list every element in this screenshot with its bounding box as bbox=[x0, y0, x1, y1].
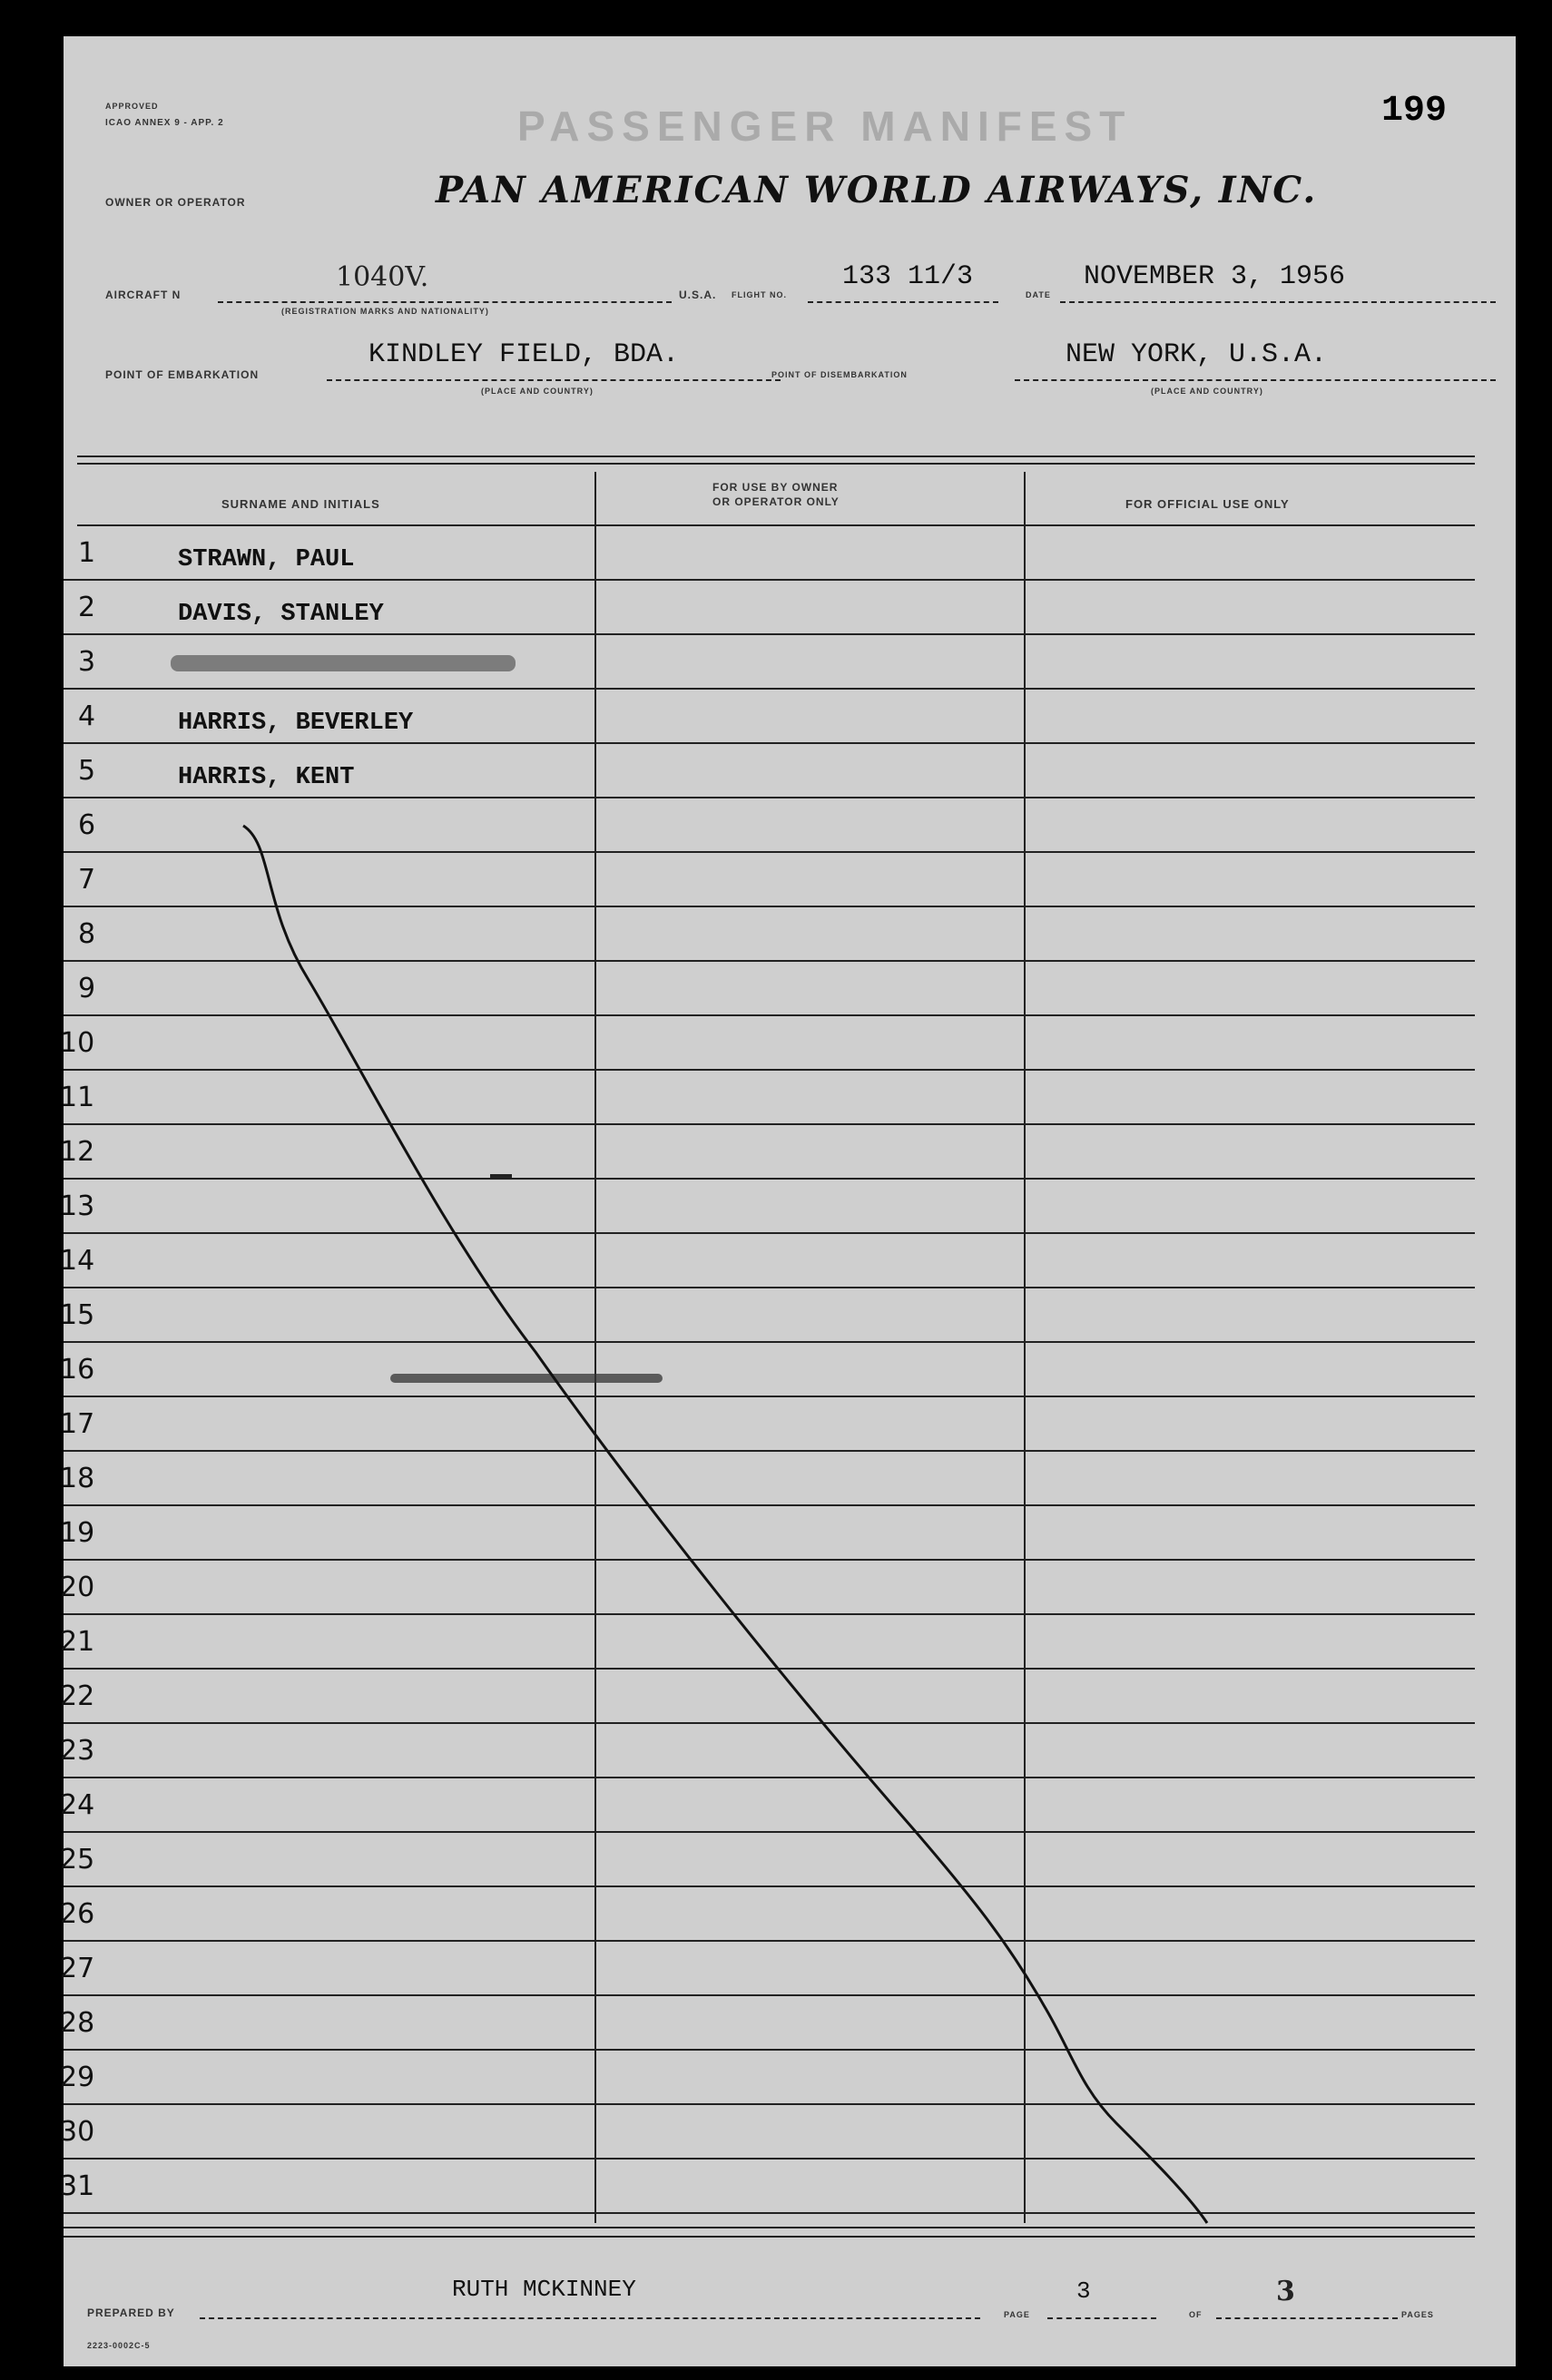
row-number: 30 bbox=[60, 2116, 95, 2148]
passenger-name: HARRIS, KENT bbox=[178, 764, 355, 791]
col-header-surname: SURNAME AND INITIALS bbox=[221, 497, 380, 511]
flight-label: FLIGHT NO. bbox=[732, 290, 787, 299]
disembark-caption: (PLACE AND COUNTRY) bbox=[1151, 387, 1263, 396]
disembark-label: POINT OF DISEMBARKATION bbox=[771, 370, 908, 379]
usa-label: U.S.A. bbox=[679, 289, 717, 301]
aircraft-value: 1040V. bbox=[336, 261, 429, 293]
date-label: DATE bbox=[1026, 290, 1051, 299]
col-header-official: FOR OFFICIAL USE ONLY bbox=[1125, 497, 1290, 511]
approval-line-1: APPROVED bbox=[105, 102, 159, 111]
row-number: 8 bbox=[78, 918, 96, 950]
passenger-name: STRAWN, PAUL bbox=[178, 546, 355, 573]
row-number: 13 bbox=[60, 1190, 95, 1222]
row-number: 14 bbox=[60, 1245, 95, 1277]
row-number: 23 bbox=[60, 1735, 95, 1767]
aircraft-caption: (REGISTRATION MARKS AND NATIONALITY) bbox=[281, 307, 489, 316]
row-number: 11 bbox=[60, 1082, 95, 1113]
row-number: 16 bbox=[60, 1354, 95, 1386]
of-label: OF bbox=[1189, 2310, 1203, 2319]
col-header-owner-line1: FOR USE BY OWNER bbox=[712, 481, 839, 494]
row-number: 28 bbox=[60, 2007, 95, 2039]
disembark-value: NEW YORK, U.S.A. bbox=[1066, 339, 1328, 370]
page-stamp-number: 199 bbox=[1381, 91, 1448, 132]
passenger-name: HARRIS, BEVERLEY bbox=[178, 710, 414, 737]
row-number: 9 bbox=[78, 973, 96, 1004]
flight-date: NOVEMBER 3, 1956 bbox=[1084, 261, 1346, 292]
row-number: 1 bbox=[78, 537, 96, 569]
total-pages: 3 bbox=[1276, 2276, 1295, 2307]
manifest-paper bbox=[60, 36, 1516, 2366]
row-number: 3 bbox=[78, 646, 96, 678]
row-number: 17 bbox=[60, 1408, 95, 1440]
void-cancellation-line bbox=[64, 36, 1516, 2366]
aircraft-label: AIRCRAFT N bbox=[105, 289, 182, 301]
page-number: 3 bbox=[1076, 2277, 1091, 2305]
row-number: 5 bbox=[78, 755, 96, 787]
row-number: 27 bbox=[60, 1953, 95, 1984]
row-number: 31 bbox=[60, 2170, 95, 2202]
row-number: 18 bbox=[60, 1463, 95, 1494]
row-number: 15 bbox=[60, 1299, 95, 1331]
owner-label: OWNER OR OPERATOR bbox=[105, 196, 246, 209]
row-number: 24 bbox=[60, 1789, 95, 1821]
row-number: 21 bbox=[60, 1626, 95, 1658]
row-number: 20 bbox=[60, 1572, 95, 1603]
prepared-by-value: RUTH MCKINNEY bbox=[452, 2276, 636, 2303]
col-header-owner-line2: OR OPERATOR ONLY bbox=[712, 495, 840, 508]
row-number: 12 bbox=[60, 1136, 95, 1168]
pages-label: PAGES bbox=[1401, 2310, 1434, 2319]
row-number: 29 bbox=[60, 2062, 95, 2093]
flight-number: 133 11/3 bbox=[842, 261, 974, 292]
row-number: 25 bbox=[60, 1844, 95, 1876]
page-label: PAGE bbox=[1004, 2310, 1030, 2319]
embark-caption: (PLACE AND COUNTRY) bbox=[481, 387, 594, 396]
owner-value: PAN AMERICAN WORLD AIRWAYS, INC. bbox=[436, 169, 1318, 211]
approval-line-2: ICAO ANNEX 9 - APP. 2 bbox=[105, 118, 224, 128]
row-number: 26 bbox=[60, 1898, 95, 1930]
embark-value: KINDLEY FIELD, BDA. bbox=[368, 339, 680, 370]
form-title: PASSENGER MANIFEST bbox=[517, 103, 1133, 150]
row-number: 7 bbox=[78, 864, 96, 896]
row-number: 10 bbox=[60, 1027, 95, 1059]
prepared-by-label: PREPARED BY bbox=[87, 2307, 175, 2319]
passenger-name: DAVIS, STANLEY bbox=[178, 601, 384, 628]
form-number: 2223-0002C-5 bbox=[87, 2341, 151, 2350]
row-number: 6 bbox=[78, 809, 96, 841]
row-number: 2 bbox=[78, 592, 96, 623]
row-number: 4 bbox=[78, 700, 96, 732]
row-number: 19 bbox=[60, 1517, 95, 1549]
embark-label: POINT OF EMBARKATION bbox=[105, 368, 260, 381]
row-number: 22 bbox=[60, 1680, 95, 1712]
